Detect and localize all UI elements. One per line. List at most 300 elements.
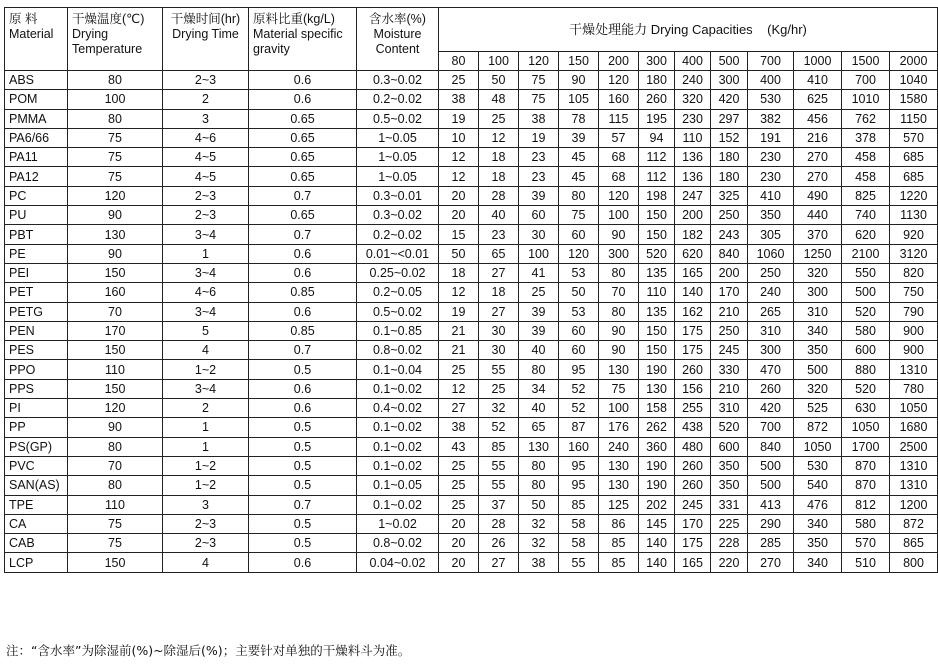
material-cell: PS(GP)	[5, 437, 68, 456]
capacity-cell: 20	[439, 186, 479, 205]
capacity-cell: 370	[794, 225, 842, 244]
capacity-cell: 250	[748, 263, 794, 282]
temperature-cell: 120	[68, 186, 163, 205]
drying-time-cell: 1~2	[163, 476, 249, 495]
capacity-cell: 48	[479, 90, 519, 109]
capacity-cell: 250	[711, 206, 748, 225]
capacity-cell: 19	[519, 128, 559, 147]
temperature-cell: 110	[68, 495, 163, 514]
capacity-cell: 38	[519, 553, 559, 572]
capacity-cell: 52	[479, 418, 519, 437]
gravity-cell: 0.6	[249, 379, 357, 398]
gravity-cell: 0.6	[249, 71, 357, 90]
table-row	[5, 148, 938, 167]
capacity-cell: 300	[748, 341, 794, 360]
capacity-cell: 270	[794, 167, 842, 186]
drying-time-cell: 2	[163, 90, 249, 109]
drying-time-cell: 1	[163, 437, 249, 456]
capacity-cell: 135	[639, 302, 675, 321]
capacity-cell: 410	[748, 186, 794, 205]
capacity-cell: 520	[639, 244, 675, 263]
capacity-cell: 872	[890, 514, 938, 533]
capacity-cell: 55	[559, 553, 599, 572]
capacity-cell: 180	[711, 148, 748, 167]
capacity-cell: 170	[711, 283, 748, 302]
capacity-cell: 25	[439, 495, 479, 514]
moisture-cell: 0.1~0.85	[357, 321, 439, 340]
capacity-cell: 500	[748, 476, 794, 495]
capacity-cell: 140	[675, 283, 711, 302]
capacity-cell: 38	[519, 109, 559, 128]
gravity-cell: 0.7	[249, 341, 357, 360]
capacity-cell: 340	[794, 321, 842, 340]
capacity-cell: 700	[748, 418, 794, 437]
moisture-cell: 0.01~<0.01	[357, 244, 439, 263]
capacity-cell: 145	[639, 514, 675, 533]
capacity-cell: 625	[794, 90, 842, 109]
capacity-column-header: 150	[559, 52, 599, 71]
temperature-cell: 80	[68, 437, 163, 456]
table-row	[5, 206, 938, 225]
capacity-cell: 115	[599, 109, 639, 128]
capacity-cell: 870	[842, 476, 890, 495]
gravity-cell: 0.6	[249, 263, 357, 282]
capacity-cell: 176	[599, 418, 639, 437]
material-cell: POM	[5, 90, 68, 109]
capacity-cell: 790	[890, 302, 938, 321]
moisture-cell: 0.8~0.02	[357, 341, 439, 360]
drying-time-header	[163, 8, 249, 71]
material-header	[5, 8, 68, 71]
capacity-cell: 685	[890, 167, 938, 186]
moisture-cell: 0.1~0.02	[357, 437, 439, 456]
capacity-cell: 182	[675, 225, 711, 244]
capacity-cell: 400	[748, 71, 794, 90]
capacity-cell: 240	[675, 71, 711, 90]
moisture-cell: 0.4~0.02	[357, 399, 439, 418]
capacity-cell: 50	[519, 495, 559, 514]
capacity-cell: 100	[599, 399, 639, 418]
capacity-cell: 1150	[890, 109, 938, 128]
capacity-cell: 23	[519, 167, 559, 186]
capacity-cell: 320	[794, 379, 842, 398]
table-row	[5, 302, 938, 321]
capacity-cell: 1130	[890, 206, 938, 225]
capacity-cell: 75	[559, 206, 599, 225]
capacity-cell: 520	[711, 418, 748, 437]
material-header-en: Material	[9, 27, 54, 41]
capacity-cell: 570	[842, 534, 890, 553]
capacity-cell: 780	[890, 379, 938, 398]
capacity-cell: 30	[519, 225, 559, 244]
temperature-cell: 90	[68, 206, 163, 225]
drying-time-cell: 2	[163, 399, 249, 418]
moisture-header-en1: Moisture	[373, 27, 422, 41]
capacity-cell: 21	[439, 321, 479, 340]
capacity-cell: 32	[479, 399, 519, 418]
table-row	[5, 71, 938, 90]
drying-time-cell: 5	[163, 321, 249, 340]
capacity-cell: 28	[479, 514, 519, 533]
table-row	[5, 128, 938, 147]
material-cell: PA12	[5, 167, 68, 186]
capacity-cell: 550	[842, 263, 890, 282]
capacity-cell: 297	[711, 109, 748, 128]
moisture-cell: 0.1~0.02	[357, 379, 439, 398]
capacity-cell: 58	[559, 514, 599, 533]
capacity-cell: 350	[794, 341, 842, 360]
temperature-cell: 160	[68, 283, 163, 302]
capacity-cell: 136	[675, 148, 711, 167]
capacity-cell: 52	[559, 379, 599, 398]
capacity-cell: 490	[794, 186, 842, 205]
table-row	[5, 341, 938, 360]
temperature-cell: 150	[68, 341, 163, 360]
drying-time-cell: 3~4	[163, 225, 249, 244]
capacity-cell: 80	[519, 476, 559, 495]
capacity-cell: 458	[842, 167, 890, 186]
drying-time-cell: 4~6	[163, 128, 249, 147]
capacity-cell: 620	[842, 225, 890, 244]
capacity-column-header: 200	[599, 52, 639, 71]
temperature-cell: 75	[68, 128, 163, 147]
capacity-cell: 413	[748, 495, 794, 514]
capacity-cell: 305	[748, 225, 794, 244]
capacity-cell: 80	[599, 263, 639, 282]
capacity-cell: 500	[748, 456, 794, 475]
drying-time-cell: 4	[163, 341, 249, 360]
moisture-cell: 0.2~0.02	[357, 90, 439, 109]
capacity-cell: 820	[890, 263, 938, 282]
capacity-cell: 90	[559, 71, 599, 90]
table-row	[5, 437, 938, 456]
material-cell: PETG	[5, 302, 68, 321]
table-row	[5, 456, 938, 475]
moisture-cell: 0.5~0.02	[357, 302, 439, 321]
capacity-cell: 260	[675, 476, 711, 495]
drying-time-cell: 3~4	[163, 379, 249, 398]
capacity-cell: 195	[639, 109, 675, 128]
capacity-cell: 38	[439, 418, 479, 437]
capacity-cell: 10	[439, 128, 479, 147]
moisture-cell: 0.5~0.02	[357, 109, 439, 128]
capacity-cell: 90	[599, 225, 639, 244]
capacity-cell: 25	[439, 71, 479, 90]
capacity-cell: 750	[890, 283, 938, 302]
temperature-cell: 80	[68, 109, 163, 128]
capacity-cell: 95	[559, 456, 599, 475]
capacity-cell: 420	[748, 399, 794, 418]
capacity-cell: 210	[711, 302, 748, 321]
capacity-cell: 20	[439, 553, 479, 572]
capacity-cell: 23	[479, 225, 519, 244]
material-cell: PPO	[5, 360, 68, 379]
material-cell: PBT	[5, 225, 68, 244]
capacity-cell: 210	[711, 379, 748, 398]
moisture-cell: 1~0.05	[357, 148, 439, 167]
capacity-cell: 476	[794, 495, 842, 514]
temperature-cell: 170	[68, 321, 163, 340]
gravity-cell: 0.65	[249, 206, 357, 225]
temperature-cell: 80	[68, 476, 163, 495]
capacity-cell: 900	[890, 321, 938, 340]
table-row	[5, 283, 938, 302]
capacity-cell: 23	[519, 148, 559, 167]
capacity-cell: 165	[675, 263, 711, 282]
capacity-cell: 80	[599, 302, 639, 321]
material-cell: PE	[5, 244, 68, 263]
temperature-cell: 90	[68, 244, 163, 263]
capacity-cell: 320	[675, 90, 711, 109]
capacity-cell: 340	[794, 553, 842, 572]
capacity-cell: 90	[599, 341, 639, 360]
moisture-cell: 0.1~0.02	[357, 456, 439, 475]
capacity-cell: 350	[711, 476, 748, 495]
capacity-cell: 105	[559, 90, 599, 109]
capacity-cell: 80	[559, 186, 599, 205]
capacity-cell: 800	[890, 553, 938, 572]
capacity-cell: 880	[842, 360, 890, 379]
capacity-cell: 38	[439, 90, 479, 109]
temperature-header	[68, 8, 163, 71]
capacity-cell: 112	[639, 148, 675, 167]
capacity-cell: 120	[599, 71, 639, 90]
moisture-header-en2: Content	[375, 42, 420, 56]
capacity-cell: 112	[639, 167, 675, 186]
table-row	[5, 244, 938, 263]
capacity-cell: 55	[479, 360, 519, 379]
capacity-cell: 50	[559, 283, 599, 302]
gravity-cell: 0.6	[249, 399, 357, 418]
capacity-cell: 25	[519, 283, 559, 302]
capacity-cell: 740	[842, 206, 890, 225]
capacity-cell: 262	[639, 418, 675, 437]
temperature-cell: 80	[68, 71, 163, 90]
capacity-cell: 190	[639, 476, 675, 495]
capacity-cell: 500	[794, 360, 842, 379]
capacity-cell: 175	[675, 534, 711, 553]
capacity-cell: 230	[748, 148, 794, 167]
capacity-cell: 340	[794, 514, 842, 533]
capacity-cell: 245	[711, 341, 748, 360]
capacity-cell: 20	[439, 514, 479, 533]
capacity-cell: 125	[599, 495, 639, 514]
gravity-cell: 0.7	[249, 225, 357, 244]
capacity-cell: 1200	[890, 495, 938, 514]
material-cell: ABS	[5, 71, 68, 90]
gravity-cell: 0.6	[249, 302, 357, 321]
material-cell: CA	[5, 514, 68, 533]
table-row	[5, 379, 938, 398]
capacity-cell: 160	[559, 437, 599, 456]
capacity-cell: 255	[675, 399, 711, 418]
capacity-cell: 12	[439, 379, 479, 398]
capacity-cell: 378	[842, 128, 890, 147]
capacity-cell: 175	[675, 321, 711, 340]
capacity-cell: 25	[479, 109, 519, 128]
temperature-cell: 70	[68, 302, 163, 321]
table-row	[5, 109, 938, 128]
capacity-column-header: 700	[748, 52, 794, 71]
material-cell: SAN(AS)	[5, 476, 68, 495]
capacity-cell: 420	[711, 90, 748, 109]
capacity-cell: 140	[639, 553, 675, 572]
material-cell: PA11	[5, 148, 68, 167]
capacity-cell: 45	[559, 148, 599, 167]
temperature-header-cn: 干燥温度(℃)	[72, 12, 145, 26]
capacity-cell: 325	[711, 186, 748, 205]
capacity-cell: 27	[479, 302, 519, 321]
capacity-cell: 700	[842, 71, 890, 90]
capacity-cell: 100	[519, 244, 559, 263]
capacity-cell: 75	[519, 71, 559, 90]
table-row	[5, 534, 938, 553]
gravity-cell: 0.5	[249, 437, 357, 456]
capacity-cell: 510	[842, 553, 890, 572]
capacity-cell: 285	[748, 534, 794, 553]
capacity-cell: 40	[519, 399, 559, 418]
moisture-cell: 0.3~0.02	[357, 71, 439, 90]
temperature-cell: 150	[68, 379, 163, 398]
capacity-cell: 150	[639, 341, 675, 360]
table-row	[5, 167, 938, 186]
capacity-cell: 43	[439, 437, 479, 456]
capacity-cell: 2500	[890, 437, 938, 456]
capacity-cell: 1680	[890, 418, 938, 437]
capacity-cell: 130	[519, 437, 559, 456]
capacity-cell: 110	[639, 283, 675, 302]
capacity-cell: 1010	[842, 90, 890, 109]
capacity-cell: 40	[519, 341, 559, 360]
capacity-cell: 331	[711, 495, 748, 514]
drying-time-header-en: Drying Time	[172, 27, 239, 41]
capacity-cell: 310	[711, 399, 748, 418]
drying-capacity-table	[4, 7, 938, 573]
table-row	[5, 476, 938, 495]
table-body	[5, 71, 938, 573]
capacity-cell: 85	[599, 553, 639, 572]
table-row	[5, 418, 938, 437]
capacity-cell: 20	[439, 206, 479, 225]
capacity-cell: 30	[479, 321, 519, 340]
capacity-cell: 360	[639, 437, 675, 456]
capacity-cell: 530	[748, 90, 794, 109]
capacity-cell: 900	[890, 341, 938, 360]
capacity-cell: 440	[794, 206, 842, 225]
temperature-cell: 100	[68, 90, 163, 109]
capacity-cell: 240	[599, 437, 639, 456]
temperature-cell: 130	[68, 225, 163, 244]
capacity-cell: 55	[479, 456, 519, 475]
moisture-cell: 0.2~0.02	[357, 225, 439, 244]
capacity-cell: 27	[479, 263, 519, 282]
capacity-cell: 228	[711, 534, 748, 553]
gravity-cell: 0.65	[249, 148, 357, 167]
capacity-cell: 762	[842, 109, 890, 128]
capacity-cell: 872	[794, 418, 842, 437]
material-cell: PMMA	[5, 109, 68, 128]
capacity-cell: 382	[748, 109, 794, 128]
capacity-cell: 456	[794, 109, 842, 128]
material-cell: CAB	[5, 534, 68, 553]
material-cell: PU	[5, 206, 68, 225]
temperature-cell: 75	[68, 534, 163, 553]
capacity-cell: 18	[439, 263, 479, 282]
capacity-cell: 350	[794, 534, 842, 553]
temperature-cell: 75	[68, 514, 163, 533]
capacity-cell: 220	[711, 553, 748, 572]
capacity-cell: 65	[519, 418, 559, 437]
capacity-cell: 39	[559, 128, 599, 147]
table-row	[5, 399, 938, 418]
capacity-cell: 25	[439, 456, 479, 475]
capacity-cell: 2100	[842, 244, 890, 263]
capacity-cell: 410	[794, 71, 842, 90]
material-header-cn: 原 料	[9, 12, 38, 26]
capacity-column-header: 400	[675, 52, 711, 71]
capacity-cell: 19	[439, 302, 479, 321]
moisture-header-cn: 含水率(%)	[369, 12, 426, 26]
drying-time-cell: 1~2	[163, 456, 249, 475]
table-row	[5, 553, 938, 572]
drying-time-cell: 3	[163, 109, 249, 128]
capacity-cell: 812	[842, 495, 890, 514]
capacity-cell: 39	[519, 302, 559, 321]
capacity-cell: 15	[439, 225, 479, 244]
capacity-cell: 25	[439, 360, 479, 379]
capacity-cell: 25	[479, 379, 519, 398]
capacity-cell: 620	[675, 244, 711, 263]
capacity-cell: 265	[748, 302, 794, 321]
material-cell: PC	[5, 186, 68, 205]
capacity-cell: 243	[711, 225, 748, 244]
capacity-cell: 60	[519, 206, 559, 225]
temperature-cell: 90	[68, 418, 163, 437]
capacity-cell: 150	[639, 206, 675, 225]
capacity-cell: 150	[639, 321, 675, 340]
capacity-cell: 825	[842, 186, 890, 205]
capacity-cell: 20	[439, 534, 479, 553]
material-cell: PVC	[5, 456, 68, 475]
gravity-header	[249, 8, 357, 71]
material-cell: PPS	[5, 379, 68, 398]
capacity-cell: 85	[599, 534, 639, 553]
capacity-cell: 130	[599, 360, 639, 379]
gravity-cell: 0.85	[249, 321, 357, 340]
moisture-cell: 1~0.05	[357, 128, 439, 147]
capacity-cell: 95	[559, 476, 599, 495]
capacity-cell: 53	[559, 263, 599, 282]
capacity-cell: 120	[599, 186, 639, 205]
gravity-header-cn: 原料比重(kg/L)	[253, 12, 335, 26]
table-row	[5, 90, 938, 109]
gravity-cell: 0.6	[249, 90, 357, 109]
gravity-cell: 0.7	[249, 186, 357, 205]
capacity-cell: 19	[439, 109, 479, 128]
capacity-cell: 840	[748, 437, 794, 456]
moisture-cell: 0.1~0.05	[357, 476, 439, 495]
capacity-header-unit: (Kg/hr)	[767, 21, 807, 37]
capacity-cell: 150	[639, 225, 675, 244]
capacity-cell: 90	[599, 321, 639, 340]
capacity-cell: 175	[675, 341, 711, 360]
capacity-column-header: 80	[439, 52, 479, 71]
capacity-cell: 120	[559, 244, 599, 263]
capacity-cell: 270	[794, 148, 842, 167]
material-cell: PA6/66	[5, 128, 68, 147]
capacity-column-header: 300	[639, 52, 675, 71]
moisture-cell: 0.1~0.04	[357, 360, 439, 379]
